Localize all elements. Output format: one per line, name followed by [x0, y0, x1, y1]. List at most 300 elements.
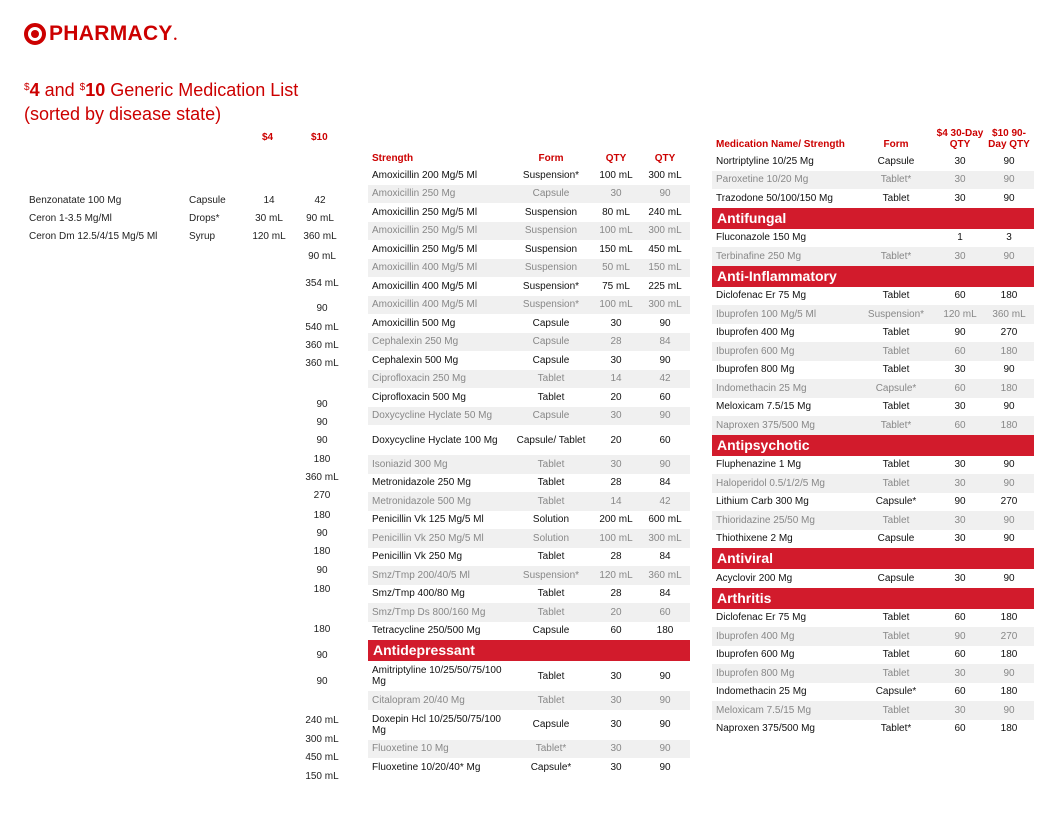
cell-name: Ibuprofen 600 Mg — [716, 649, 795, 661]
left-extra-qty: 360 mL — [305, 358, 339, 369]
cell-form: Capsule — [510, 333, 592, 352]
left-extra-qty: 354 mL — [305, 278, 339, 289]
cell-qty10: 90 — [659, 719, 671, 730]
cell-qty10: 270 — [1000, 496, 1018, 508]
left-extra-qty: 90 — [316, 565, 328, 576]
category-header — [712, 435, 1034, 456]
cell-name: Amoxicillin 250 Mg/5 Ml — [368, 222, 510, 241]
cell-form: Capsule/ Tablet — [516, 434, 586, 446]
cell-name: Naproxen 375/500 Mg — [712, 416, 856, 435]
page-title: $4 and $10 Generic Medication List (sorted by disease state) — [24, 80, 299, 124]
table-row — [712, 627, 1034, 646]
cell-qty10: 90 — [659, 761, 671, 773]
cell-qty4: 90 — [954, 327, 966, 339]
category-label: Antidepressant — [368, 640, 690, 661]
cell-qty4: 30 — [610, 354, 622, 366]
left-extra-qty: 180 — [313, 584, 331, 595]
category-label: Antifungal — [712, 208, 1034, 229]
table-row — [368, 277, 690, 296]
cell-qty4: 30 — [936, 664, 984, 683]
cell-form: Suspension — [510, 222, 592, 241]
header-strength: Strength — [372, 153, 414, 164]
cell-qty4: 30 — [936, 247, 984, 266]
header-qty4: $4 30-Day QTY — [936, 128, 984, 150]
cell-qty4: 80 mL — [602, 206, 630, 218]
cell-form: Suspension* — [510, 566, 592, 585]
cell-name: Smz/Tmp Ds 800/160 Mg — [368, 603, 510, 622]
cell-qty4: 28 — [610, 477, 622, 489]
table-row — [712, 398, 1034, 417]
cell-qty4: 30 — [954, 533, 966, 545]
cell-qty10: 450 mL — [648, 243, 682, 255]
cell-qty10: 270 — [1000, 327, 1018, 339]
left-cell-qty10: 90 mL — [306, 213, 334, 224]
cell-qty10: 90 — [984, 511, 1034, 530]
cell-qty10: 600 mL — [648, 514, 682, 526]
cell-qty4: 30 — [954, 572, 966, 584]
category-label: Anti-Inflammatory — [712, 266, 1034, 287]
cell-qty4: 20 — [610, 434, 622, 446]
cell-name: Amoxicillin 400 Mg/5 Ml — [372, 280, 478, 292]
category-header — [712, 208, 1034, 229]
cell-qty10: 90 — [1003, 364, 1015, 376]
cell-qty10: 90 — [640, 185, 690, 204]
cell-name: Cephalexin 500 Mg — [372, 354, 459, 366]
cell-name: Thiothixene 2 Mg — [716, 533, 793, 545]
cell-qty4: 30 — [954, 459, 966, 471]
left-extra-qty: 90 — [316, 399, 328, 410]
cell-name: Acyclovir 200 Mg — [716, 572, 793, 584]
table-row — [368, 474, 690, 493]
left-cell-form: Capsule — [189, 195, 226, 206]
table-row — [712, 609, 1034, 628]
cell-name: Amoxicillin 400 Mg/5 Ml — [368, 296, 510, 315]
cell-name: Nortriptyline 10/25 Mg — [716, 155, 814, 167]
table-row — [712, 569, 1034, 588]
cell-qty10: 180 — [984, 342, 1034, 361]
header-form: Form — [538, 153, 564, 164]
target-bullseye-icon — [24, 23, 46, 45]
table-row — [368, 758, 690, 777]
cell-qty10: 90 — [1003, 572, 1015, 584]
cell-name: Fluoxetine 10/20/40* Mg — [372, 761, 481, 773]
cell-qty10: 90 — [1003, 459, 1015, 471]
table-row — [368, 203, 690, 222]
cell-form: Tablet — [510, 370, 592, 389]
cell-form: Capsule — [877, 155, 915, 167]
cell-name: Indomethacin 25 Mg — [716, 686, 807, 698]
cell-qty4: 14 — [592, 492, 640, 511]
cell-qty10: 90 — [984, 247, 1034, 266]
cell-qty4: 50 mL — [592, 259, 640, 278]
cell-qty10: 90 — [984, 171, 1034, 190]
category-label: Arthritis — [712, 588, 1034, 609]
table-row — [368, 351, 690, 370]
cell-name: Ciprofloxacin 250 Mg — [368, 370, 510, 389]
cell-form: Capsule — [532, 625, 570, 637]
cell-name: Penicillin Vk 250 Mg/5 Ml — [368, 529, 510, 548]
cell-form: Tablet — [856, 701, 936, 720]
header-qty10: QTY — [654, 153, 676, 164]
cell-name: Thioridazine 25/50 Mg — [712, 511, 856, 530]
cell-form: Tablet* — [510, 740, 592, 759]
cell-qty10: 90 — [984, 474, 1034, 493]
left-extra-qty: 90 — [316, 417, 328, 428]
cell-form: Tablet — [510, 603, 592, 622]
cell-qty4: 30 — [610, 317, 622, 329]
cell-qty10: 360 mL — [640, 566, 690, 585]
left-extra-qty: 540 mL — [305, 322, 339, 333]
cell-qty10: 90 — [640, 740, 690, 759]
cell-form: Tablet — [882, 192, 910, 204]
cell-qty4: 60 — [954, 612, 966, 624]
cell-qty4: 60 — [954, 290, 966, 302]
cell-qty4: 100 mL — [599, 169, 633, 181]
cell-qty10: 240 mL — [648, 206, 682, 218]
cell-form: Capsule* — [875, 686, 917, 698]
cell-qty4: 60 — [610, 625, 622, 637]
cell-qty10: 180 — [1000, 723, 1018, 735]
cell-qty4: 120 mL — [592, 566, 640, 585]
cell-qty4: 30 — [936, 511, 984, 530]
cell-form: Suspension — [510, 259, 592, 278]
cell-name: Trazodone 50/100/150 Mg — [716, 192, 833, 204]
cell-name: Indomethacin 25 Mg — [712, 379, 856, 398]
cell-name: Isoniazid 300 Mg — [368, 455, 510, 474]
table-row — [368, 185, 690, 204]
table-row — [712, 342, 1034, 361]
cell-form: Capsule — [532, 354, 570, 366]
cell-qty10: 90 — [659, 670, 671, 682]
cell-qty4: 30 — [610, 670, 622, 682]
table-row — [712, 379, 1034, 398]
left-cell-name: Ceron 1-3.5 Mg/Ml — [29, 213, 112, 224]
cell-qty10: 42 — [640, 492, 690, 511]
cell-name: Amoxicillin 200 Mg/5 Ml — [372, 169, 478, 181]
header-qty4: QTY — [605, 153, 627, 164]
cell-form: Tablet — [882, 327, 910, 339]
cell-name: Smz/Tmp 400/80 Mg — [372, 588, 465, 600]
cell-form: Solution — [510, 529, 592, 548]
cell-qty10: 90 — [659, 354, 671, 366]
cell-qty10: 84 — [640, 333, 690, 352]
cell-qty4: 30 — [954, 364, 966, 376]
table-row — [712, 305, 1034, 324]
cell-form: Tablet — [856, 511, 936, 530]
left-extra-qty: 90 — [316, 435, 328, 446]
cell-form: Capsule* — [875, 496, 917, 508]
left-extra-qty: 450 mL — [305, 752, 339, 763]
cell-qty4: 30 — [592, 407, 640, 426]
cell-form: Suspension* — [510, 296, 592, 315]
table-row — [712, 456, 1034, 475]
table-row — [368, 370, 690, 389]
cell-name: Amoxicillin 400 Mg/5 Ml — [368, 259, 510, 278]
table-row — [368, 407, 690, 426]
left-extra-qty: 300 mL — [305, 734, 339, 745]
left-extra-qty: 150 mL — [305, 771, 339, 782]
header-form: Form — [883, 139, 909, 150]
cell-qty4: 30 — [610, 719, 622, 730]
cell-qty4: 30 — [936, 171, 984, 190]
cell-name: Penicillin Vk 125 Mg/5 Ml — [372, 514, 484, 526]
left-cell-name: Benzonatate 100 Mg — [29, 195, 122, 206]
cell-name: Amoxicillin 250 Mg — [368, 185, 510, 204]
cell-form: Suspension* — [856, 305, 936, 324]
left-cell-form: Drops* — [189, 213, 220, 224]
cell-qty4: 30 — [592, 185, 640, 204]
cell-name: Amitriptyline 10/25/50/75/100 Mg — [372, 665, 502, 687]
cell-form: Capsule* — [856, 379, 936, 398]
cell-form: Tablet — [510, 691, 592, 710]
cell-form: Tablet — [882, 612, 910, 624]
cell-qty4: 60 — [936, 342, 984, 361]
cell-form: Tablet — [882, 401, 910, 413]
cell-qty10: 225 mL — [648, 280, 682, 292]
cell-form: Tablet* — [880, 723, 912, 735]
cell-name: Ibuprofen 100 Mg/5 Ml — [712, 305, 856, 324]
cell-name: Amoxicillin 250 Mg/5 Ml — [372, 206, 478, 218]
cell-qty10: 90 — [984, 664, 1034, 683]
cell-name: Haloperidol 0.5/1/2/5 Mg — [712, 474, 856, 493]
header-medication-name: Medication Name/ Strength — [716, 139, 845, 150]
cell-form: Tablet* — [856, 416, 936, 435]
cell-qty10: 84 — [659, 551, 671, 563]
cell-qty4: 28 — [592, 333, 640, 352]
cell-name: Amoxicillin 500 Mg — [372, 317, 456, 329]
cell-form: Tablet* — [856, 247, 936, 266]
cell-form: Capsule — [510, 407, 592, 426]
category-label: Antiviral — [712, 548, 1034, 569]
table-row — [368, 603, 690, 622]
cell-qty10: 300 mL — [640, 222, 690, 241]
cell-qty10: 84 — [659, 588, 671, 600]
registered-mark: • — [173, 34, 177, 44]
cell-qty10: 84 — [659, 477, 671, 489]
cell-qty10: 90 — [984, 701, 1034, 720]
cell-name: Lithium Carb 300 Mg — [716, 496, 809, 508]
table-row — [368, 240, 690, 259]
cell-name: Ibuprofen 800 Mg — [716, 364, 795, 376]
cell-qty4: 60 — [954, 649, 966, 661]
table-row — [368, 425, 690, 455]
left-extra-qty: 180 — [313, 546, 331, 557]
table-row — [368, 296, 690, 315]
cell-name: Cephalexin 250 Mg — [368, 333, 510, 352]
cell-qty4: 100 mL — [592, 296, 640, 315]
left-extra-qty: 360 mL — [305, 340, 339, 351]
cell-qty10: 90 — [1003, 155, 1015, 167]
cell-name: Ciprofloxacin 500 Mg — [372, 391, 466, 403]
table-row — [368, 661, 690, 691]
cell-form: Tablet — [537, 670, 565, 682]
table-row — [368, 314, 690, 333]
table-row — [712, 664, 1034, 683]
table-row — [368, 166, 690, 185]
medication-table-right — [712, 128, 1034, 738]
cell-name: Diclofenac Er 75 Mg — [716, 612, 807, 624]
logo-text: PHARMACY — [49, 22, 173, 45]
cell-qty10: 300 mL — [648, 169, 682, 181]
table-row — [712, 530, 1034, 549]
cell-form: Tablet — [537, 588, 565, 600]
cell-form: Tablet — [882, 364, 910, 376]
cell-name: Diclofenac Er 75 Mg — [716, 290, 807, 302]
table-row — [368, 548, 690, 567]
table-row — [712, 493, 1034, 512]
table-row — [712, 189, 1034, 208]
cell-name: Doxycycline Hyclate 100 Mg — [372, 434, 498, 446]
table-row — [368, 222, 690, 241]
cell-form: Suspension* — [522, 169, 580, 181]
cell-form: Tablet — [537, 391, 565, 403]
cell-name: Doxepin Hcl 10/25/50/75/100 Mg — [372, 713, 501, 736]
cell-form: Suspension* — [522, 280, 580, 292]
left-extra-qty: 360 mL — [305, 472, 339, 483]
table-header-row — [712, 128, 1034, 152]
cell-name: Ibuprofen 600 Mg — [712, 342, 856, 361]
cell-qty4: 60 — [954, 723, 966, 735]
cell-qty10: 42 — [640, 370, 690, 389]
cell-qty4: 75 mL — [602, 280, 630, 292]
table-row — [368, 622, 690, 641]
left-extra-qty: 90 mL — [308, 251, 336, 262]
cell-form: Tablet — [856, 664, 936, 683]
cell-qty4: 20 — [592, 603, 640, 622]
left-extra-qty: 240 mL — [305, 715, 339, 726]
cell-qty4: 20 — [610, 391, 622, 403]
category-label: Antipsychotic — [712, 435, 1034, 456]
cell-qty4: 90 — [936, 627, 984, 646]
cell-form: Tablet* — [856, 171, 936, 190]
cell-qty10: 180 — [1000, 612, 1018, 624]
page-subtitle: (sorted by disease state) — [24, 104, 222, 124]
left-extra-qty: 180 — [313, 454, 331, 465]
table-row — [368, 333, 690, 352]
cell-qty10: 60 — [640, 603, 690, 622]
category-header — [712, 266, 1034, 287]
cell-form: Solution — [532, 514, 570, 526]
table-row — [368, 740, 690, 759]
table-row — [712, 701, 1034, 720]
cell-name: Terbinafine 250 Mg — [712, 247, 856, 266]
cell-name: Penicillin Vk 250 Mg — [372, 551, 463, 563]
category-header — [368, 640, 690, 661]
cell-qty4: 14 — [592, 370, 640, 389]
cell-form: Tablet — [856, 627, 936, 646]
cell-qty10: 150 mL — [640, 259, 690, 278]
cell-name: Metronidazole 500 Mg — [368, 492, 510, 511]
left-cell-qty4: 120 mL — [252, 231, 286, 242]
cell-qty4: 30 — [954, 401, 966, 413]
cell-form: Suspension — [524, 206, 578, 218]
cell-form: Tablet — [856, 342, 936, 361]
cell-qty4: 100 mL — [592, 529, 640, 548]
cell-qty10: 180 — [1000, 686, 1018, 698]
left-cell-qty4: 14 — [263, 195, 275, 206]
cell-name: Meloxicam 7.5/15 Mg — [712, 701, 856, 720]
table-row — [712, 683, 1034, 702]
cell-qty4: 28 — [610, 588, 622, 600]
table-row — [712, 511, 1034, 530]
category-header — [712, 548, 1034, 569]
cell-qty10: 360 mL — [984, 305, 1034, 324]
category-header — [712, 588, 1034, 609]
cell-name: Tetracycline 250/500 Mg — [372, 625, 481, 637]
table-row — [712, 152, 1034, 171]
cell-qty10: 90 — [1003, 192, 1015, 204]
left-cell-qty10: 360 mL — [303, 231, 337, 242]
table-row — [712, 324, 1034, 343]
cell-form: Tablet — [882, 459, 910, 471]
cell-qty10: 180 — [984, 379, 1034, 398]
cell-qty10: 90 — [640, 455, 690, 474]
cell-form: Tablet — [510, 455, 592, 474]
cell-qty10: 90 — [640, 691, 690, 710]
cell-qty10: 180 — [1000, 649, 1018, 661]
left-cell-form: Syrup — [189, 231, 216, 242]
cell-qty10: 60 — [659, 434, 671, 446]
table-row — [368, 511, 690, 530]
cell-qty4: 30 — [592, 740, 640, 759]
left-header-10: $10 — [311, 132, 328, 143]
left-extra-qty: 90 — [316, 676, 328, 687]
cell-form: Capsule — [877, 533, 915, 545]
cell-name: Fluconazole 150 Mg — [716, 232, 807, 244]
cell-form: Tablet — [882, 290, 910, 302]
cell-qty4: 30 — [592, 455, 640, 474]
left-extra-qty: 90 — [316, 303, 328, 314]
cell-qty4: 30 — [610, 761, 622, 773]
cell-name: Fluphenazine 1 Mg — [716, 459, 802, 471]
cell-qty4: 150 mL — [599, 243, 633, 255]
cell-qty10: 90 — [1003, 401, 1015, 413]
medication-table-middle — [368, 153, 690, 777]
cell-qty4: 30 — [936, 474, 984, 493]
cell-form: Tablet — [510, 492, 592, 511]
cell-qty10: 270 — [984, 627, 1034, 646]
cell-name: Amoxicillin 250 Mg/5 Ml — [372, 243, 478, 255]
table-row — [712, 229, 1034, 248]
cell-qty4: 60 — [936, 379, 984, 398]
cell-qty10: 90 — [659, 317, 671, 329]
cell-form: Capsule — [532, 719, 570, 730]
cell-qty4: 30 — [936, 701, 984, 720]
cell-qty10: 90 — [1003, 533, 1015, 545]
left-extra-qty: 90 — [316, 650, 328, 661]
cell-name: Citalopram 20/40 Mg — [368, 691, 510, 710]
cell-qty4: 60 — [954, 686, 966, 698]
cell-form: Capsule — [510, 185, 592, 204]
cell-qty10: 90 — [640, 407, 690, 426]
cell-name: Metronidazole 250 Mg — [372, 477, 471, 489]
table-row — [368, 259, 690, 278]
table-row — [368, 691, 690, 710]
left-cell-qty10: 42 — [314, 195, 326, 206]
left-cell-name: Ceron Dm 12.5/4/15 Mg/5 Ml — [29, 231, 158, 242]
cell-name: Doxycycline Hyclate 50 Mg — [368, 407, 510, 426]
table-row — [712, 416, 1034, 435]
cell-name: Naproxen 375/500 Mg — [716, 723, 815, 735]
cell-qty4: 30 — [954, 155, 966, 167]
cell-form: Capsule* — [530, 761, 572, 773]
table-row — [368, 566, 690, 585]
left-extra-qty: 90 — [316, 528, 328, 539]
pharmacy-logo — [24, 22, 177, 46]
left-extra-qty: 270 — [313, 490, 331, 501]
cell-name: Ibuprofen 400 Mg — [712, 627, 856, 646]
cell-qty10: 300 mL — [640, 296, 690, 315]
